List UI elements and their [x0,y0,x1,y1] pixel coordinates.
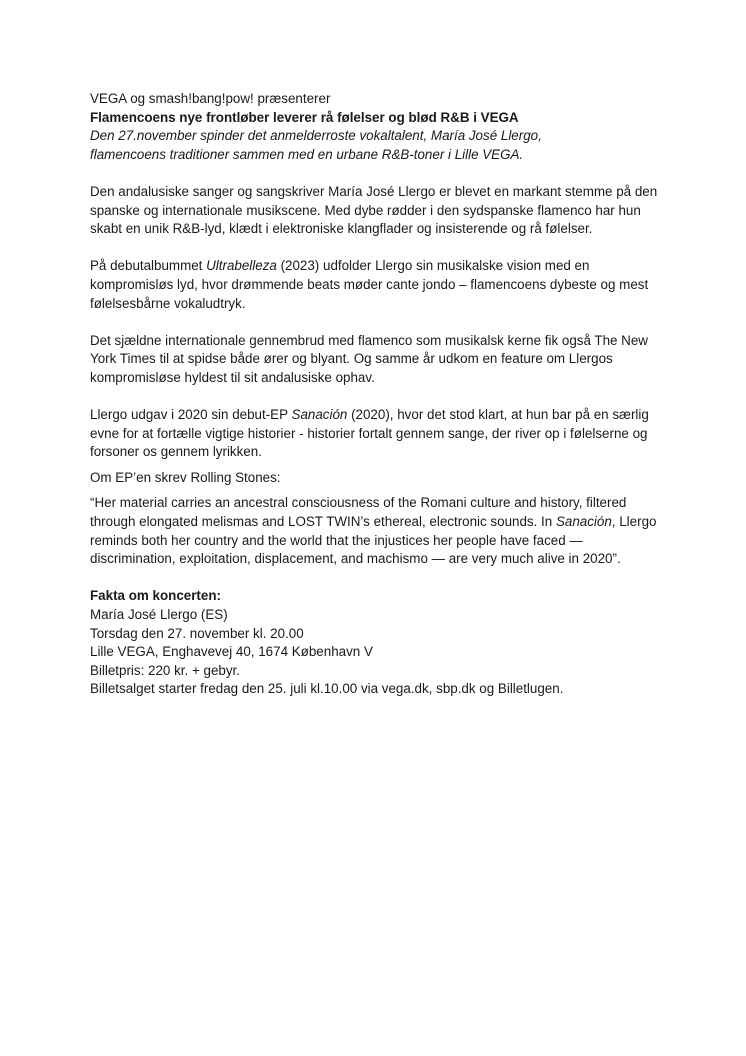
paragraph-text: Llergo udgav i 2020 sin debut-EP [90,407,292,423]
paragraph-intro: Den andalusiske sanger og sangskriver María José Llergo er blevet en markant stemme på den spanske og internationale musikscene. Med dybe rødder i den sydspanske flamenco har hun skabt en unik R&B-lyd, klædt i elektroniske klangflader og insisterende og rå følelser. [90,183,658,237]
facts-artist: María José Llergo (ES) [90,607,228,623]
paragraph-breakthrough: Det sjældne internationale gennembrud med flamenco som musikalsk kerne fik også The New York Times til at spidse både ører og blyant. Og samme år udkom en feature om Llergos kompromisløse hyldest til sit andalusiske ophav. [90,332,648,385]
ep-title: Sanación [291,407,348,423]
quote-text: , Llergo reminds both her country and the world that the injustices her people have faced — discrimination, exploitation, displacement, and machismo — are very much alive in 2020”. [90,514,657,567]
paragraph-debut-ep [90,406,660,462]
quote-text: “Her material carries an ancestral consciousness of the Romani culture and history, filtered through elongated melismas and LOST TWIN’s ethereal, electronic sounds. In [90,495,627,530]
paragraph-text: (2023) udfolder Llergo sin musikalske vision med en kompromisløs lyd, hvor drømmende beats møder cante jondo – flamencoens dybeste og mest følelsesbårne vokaludtryk. [90,258,649,311]
rolling-stone-quote [90,494,660,568]
press-release [90,90,660,699]
facts-venue: Lille VEGA, Enghavevej 40, 1674 København V [90,644,373,660]
paragraph-text: På debutalbummet [90,258,207,274]
paragraph-debut-album [90,257,660,313]
facts-heading: Fakta om koncerten: [90,588,221,604]
subheadline-line-1: Den 27.november spinder det anmelderroste vokaltalent, María José Llergo, [90,128,542,144]
paragraph-review-intro: Om EP’en skrev Rolling Stones: [90,469,281,485]
paragraph-text: (2020), hvor det stod klart, at hun bar på en særlig evne for at fortælle vigtige historier - historier fortalt gennem sange, der river op i følelserne og forsoner os gennem lyrikken. [90,407,649,460]
album-title: Ultrabelleza [206,258,277,274]
subheadline-line-2: flamencoens traditioner sammen med en urbane R&B-toner i Lille VEGA. [90,146,524,162]
headline: Flamencoens nye frontløber leverer rå følelser og blød R&B i VEGA [90,109,519,125]
facts-ticket-sale: Billetsalget starter fredag den 25. juli kl.10.00 via vega.dk, sbp.dk og Billetlugen. [90,681,564,697]
quote-ep-title: Sanación [555,514,612,530]
facts-price: Billetpris: 220 kr. + gebyr. [90,662,240,678]
facts-date: Torsdag den 27. november kl. 20.00 [90,625,304,641]
presenter-line: VEGA og smash!bang!pow! præsenterer [90,91,331,106]
